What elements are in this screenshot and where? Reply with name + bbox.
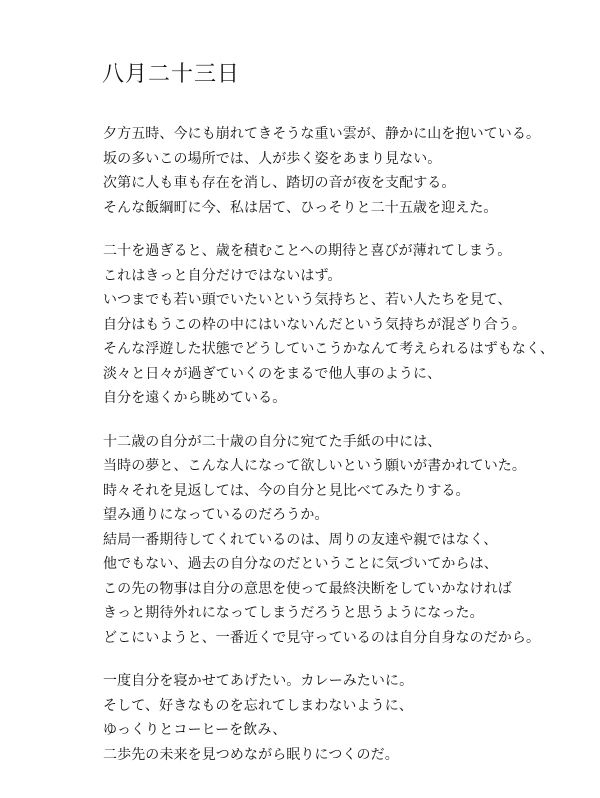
text-line: 時々それを見返しては、今の自分と見比べてみたりする。	[103, 482, 470, 499]
text-line: この先の物事は自分の意思を使って最終決断をしていかなければ	[103, 580, 512, 597]
text-line: 望み通りになっているのだろうか。	[103, 507, 329, 523]
essay-body	[103, 122, 583, 786]
text-line: 十二歳の自分が二十歳の自分に宛てた手紙の中には、	[103, 433, 442, 450]
text-line: 夕方五時、今にも崩れてきそうな重い雲が、静かに山を抱いている。	[103, 126, 541, 142]
text-line: 自分を遠くから眺めている。	[103, 390, 287, 406]
paragraph-4	[103, 669, 583, 767]
paragraph-3	[103, 430, 583, 651]
text-line: 二十を過ぎると、歳を積むことへの期待と喜びが薄れてしまう。	[103, 243, 512, 259]
text-line: ゆっくりとコーヒーを飲み、	[103, 722, 287, 738]
text-line: そんな飯綱町に今、私は居て、ひっそりと二十五歳を迎えた。	[103, 199, 498, 216]
text-line: 他でもない、過去の自分なのだということに気づいてからは、	[103, 556, 498, 572]
text-line: きっと期待外れになってしまうだろうと思うようになった。	[103, 605, 484, 621]
text-line: 結局一番期待してくれているのは、周りの友達や親ではなく、	[103, 531, 498, 548]
text-line: 坂の多いこの場所では、人が歩く姿をあまり見ない。	[103, 150, 442, 167]
text-line: そして、好きなものを忘れてしまわないように、	[103, 697, 413, 714]
text-line: 一度自分を寝かせてあげたい。カレーみたいに。	[103, 673, 414, 689]
page-title: 八月二十三日	[102, 62, 241, 87]
paragraph-1	[103, 122, 583, 220]
text-line: これはきっと自分だけではないはず。	[103, 267, 342, 284]
text-line: 淡々と日々が過ぎていくのをまるで他人事のように、	[103, 365, 442, 382]
paragraph-2	[103, 239, 583, 411]
text-line: どこにいようと、一番近くで見守っているのは自分自身なのだから。	[103, 629, 541, 646]
text-line: いつまでも若い頭でいたいという気持ちと、若い人たちを見て、	[103, 292, 512, 308]
text-line: 自分はもうこの枠の中にはいないんだという気持ちが混ざり合う。	[103, 316, 526, 333]
text-line: 当時の夢と、こんな人になって欲しいという願いが書かれていた。	[103, 458, 526, 474]
text-line: そんな浮遊した状態でどうしていこうかなんて考えられるはずもなく、	[103, 341, 554, 357]
text-line: 二歩先の未来を見つめながら眠りにつくのだ。	[103, 746, 399, 763]
text-line: 次第に人も車も存在を消し、踏切の音が夜を支配する。	[103, 175, 456, 191]
